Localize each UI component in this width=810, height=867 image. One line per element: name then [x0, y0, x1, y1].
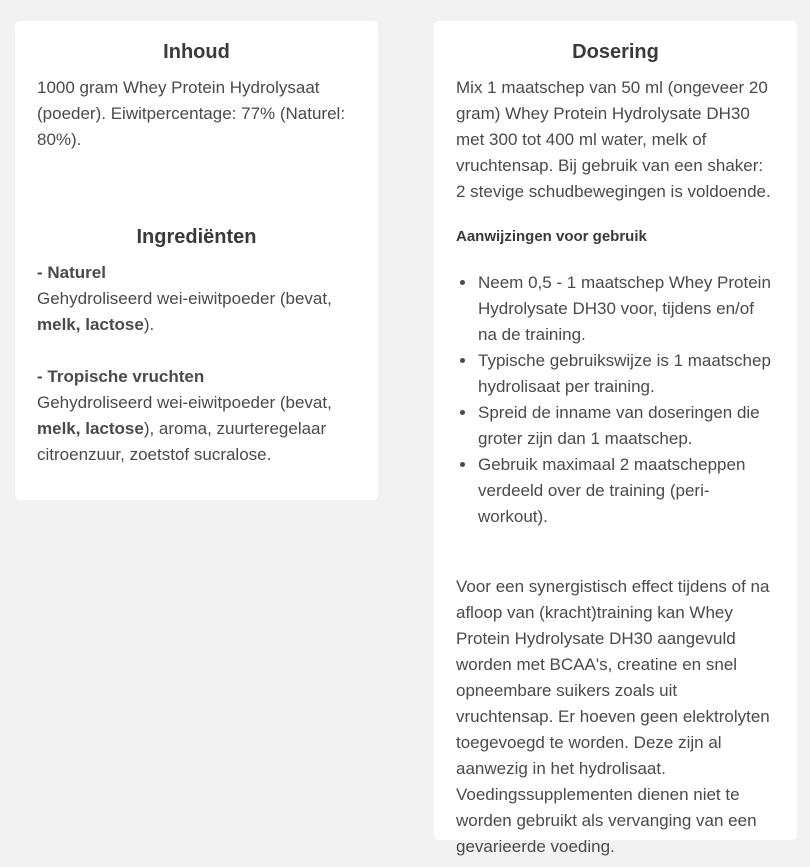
ingredient-tropische-label: - Tropische vruchten: [37, 367, 205, 386]
ingredient-tropische-allergen-lactose: lactose: [85, 419, 144, 438]
dosering-card: [434, 21, 797, 856]
ingredient-naturel-allergen-melk: melk,: [37, 315, 81, 334]
dosering-intro: Mix 1 maatschep van 50 ml (ongeveer 20 gram) Whey Protein Hydrolysate DH30 met 300 tot 400 ml water, melk of vruchtensap. Bij gebruik van een shaker: 2 stevige schudbewegingen is voldoende.: [456, 78, 771, 201]
ingredient-tropische-desc-pre: Gehydroliseerd wei-eiwitpoeder (bevat,: [37, 393, 332, 412]
ingredient-tropische-desc-post: ), aroma, zuurteregelaar citroenzuur, zoetstof sucralose.: [37, 419, 327, 464]
instructions-title: Aanwijzingen voor gebruik: [456, 228, 647, 245]
instruction-item: • Neem 0,5 - 1 maatschep Whey Protein Hydrolysate DH30 voor, tijdens en/of na de training.: [477, 270, 775, 348]
ingredient-naturel-allergen-lactose: lactose: [85, 315, 144, 334]
inhoud-card: [15, 21, 378, 500]
inhoud-title: Inhoud: [163, 41, 230, 63]
ingredient-tropische-vruchten: [37, 364, 356, 468]
instruction-item: • Typische gebruikswijze is 1 maatschep hydrolisaat per training.: [477, 348, 775, 400]
ingredient-naturel-desc-post: ).: [143, 315, 155, 334]
ingredient-naturel-label: - Naturel: [37, 263, 106, 282]
ingredients-title: Ingrediënten: [136, 226, 257, 248]
inhoud-content: 1000 gram Whey Protein Hydrolysaat (poeder). Eiwitpercentage: 77% (Naturel: 80%).: [37, 78, 346, 149]
dosering-title: Dosering: [572, 41, 659, 63]
dosering-note: Voor een synergistisch effect tijdens of na afloop van (kracht)training kan Whey Protein Hydrolysate DH30 aangevuld worden met BCAA's, creatine en snel opneembare suikers zoals uit vruchtensap. Er hoeven geen elektrolyten toegevoegd te worden. Deze zijn al aanwezig in het hydrolisaat. Voedingssupplementen dienen niet te worden gebruikt als vervanging van een gevarieerde voeding.: [456, 577, 770, 856]
instruction-item: • Gebruik maximaal 2 maatscheppen verdeeld over de training (peri-workout).: [477, 452, 775, 530]
ingredient-naturel-desc-pre: Gehydroliseerd wei-eiwitpoeder (bevat,: [37, 289, 332, 308]
ingredient-naturel: [37, 260, 356, 338]
instructions-list: [456, 270, 775, 530]
ingredient-tropische-allergen-melk: melk,: [37, 419, 81, 438]
instruction-item: • Spreid de inname van doseringen die groter zijn dan 1 maatschep.: [477, 400, 775, 452]
